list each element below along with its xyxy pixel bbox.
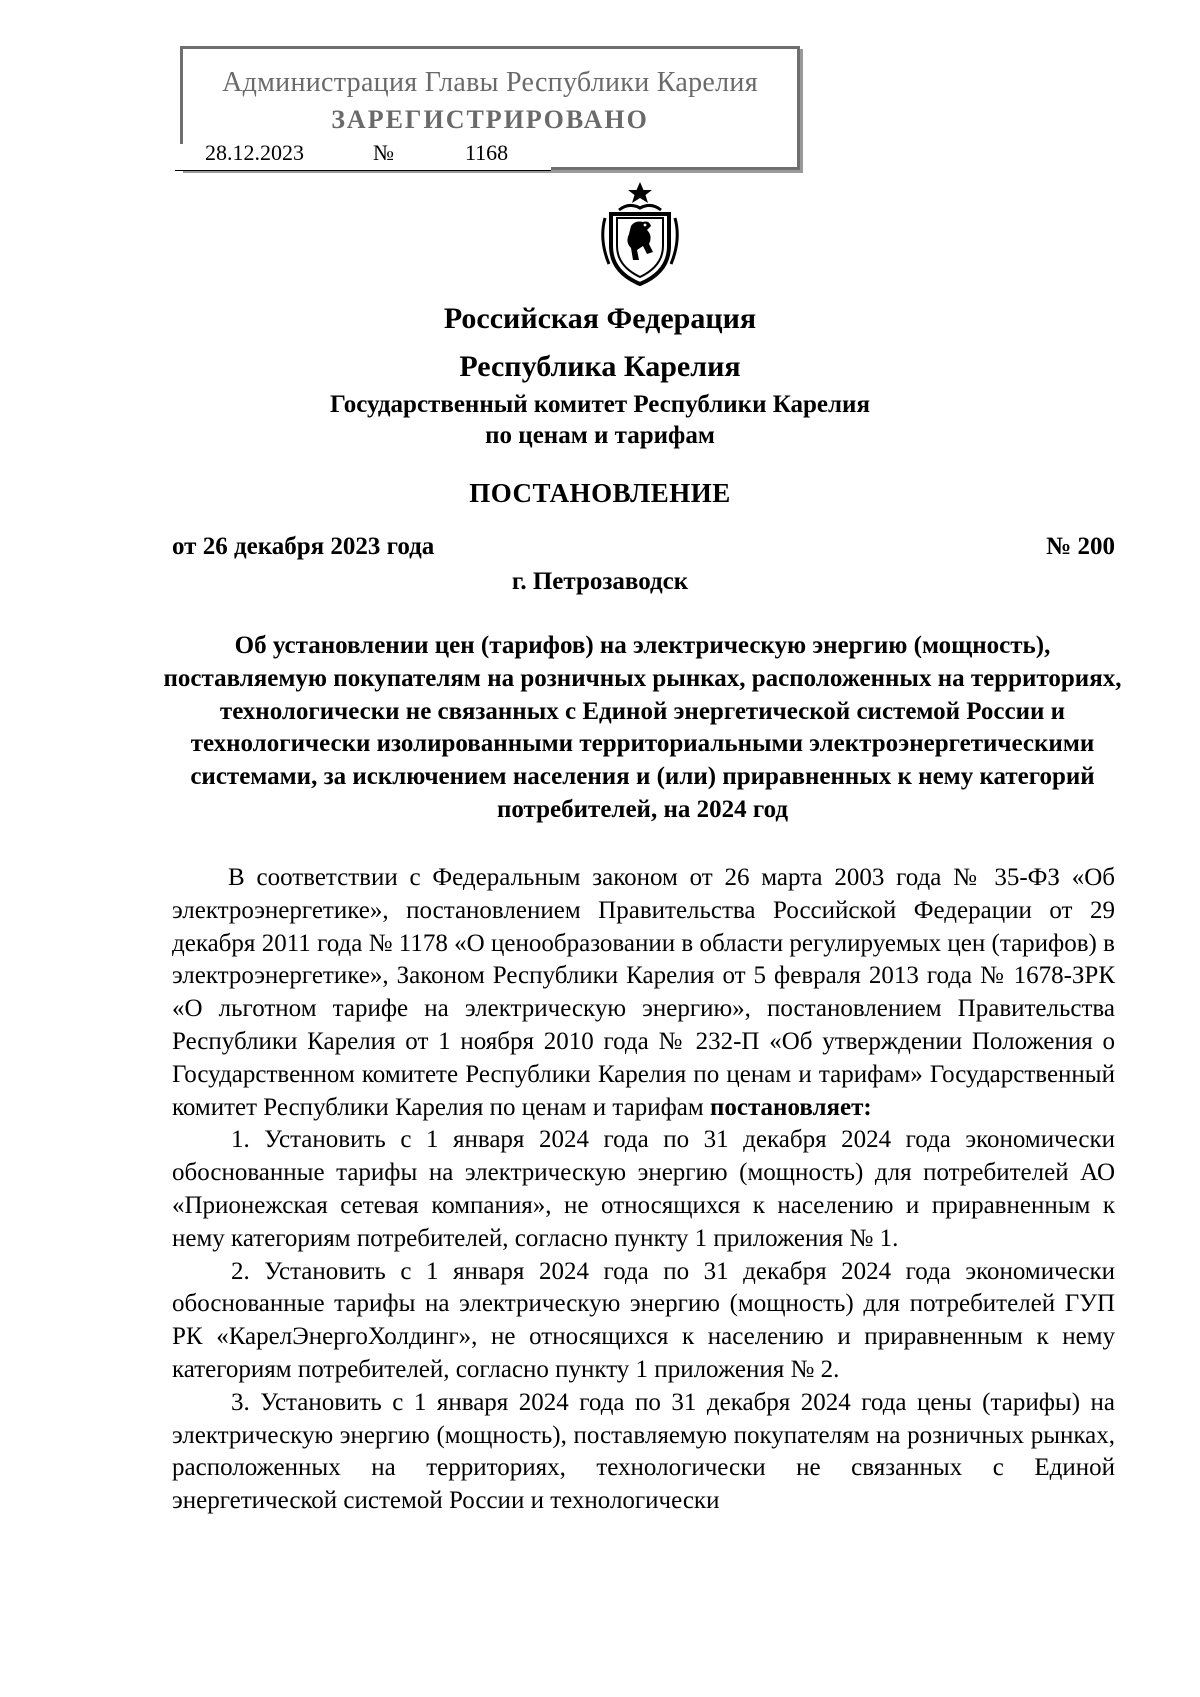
stamp-registration-line [175, 140, 551, 171]
preamble-text: В соответствии с Федеральным законом от 26 марта 2003 года № 35-ФЗ «Об электроэнергетике», постановлением Правительства Российской Федерации от 29 декабря 2011 года № 1178 «О ценообразовании в области регулируемых цен (тарифов) в электроэнергетике», Законом Республики Карелия от 5 февраля 2013 года № 1678-ЗРК «О льготном тарифе на электрическую энергию», постановлением Правительства Республики Карелия от 1 ноября 2010 года № 232-П «Об утверждении Положения о Государственном комитете Республики Карелия по ценам и тарифам» Государственный комитет Республики Карелия по ценам и тарифам [172, 864, 1115, 1121]
karelia-coat-of-arms-icon [597, 180, 683, 286]
country-heading: Российская Федерация [443, 302, 757, 335]
stamp-number-sign: № [373, 140, 394, 165]
stamp-authority: Администрация Главы Республики Карелия [222, 67, 758, 98]
preamble-paragraph [172, 862, 1115, 1124]
document-date-row [172, 533, 1115, 561]
document-body [172, 862, 1115, 1518]
stamp-number: 1168 [465, 140, 509, 165]
committee-heading-line1: Государственный комитет Республики Карелия [330, 391, 870, 418]
clause-1: 1. Установить с 1 января 2024 года по 31 декабря 2024 года экономически обоснованные тарифы на электрическую энергию (мощность) для потребителей АО «Прионежская сетевая компания», не относящихся к населению и приравненным к нему категориям потребителей, согласно пункту 1 приложения № 1. [172, 1126, 1115, 1252]
resolves-word: постановляет: [709, 1093, 872, 1121]
document-type: ПОСТАНОВЛЕНИЕ [469, 478, 731, 508]
document-city: г. Петрозаводск [511, 568, 689, 595]
document-number: № 200 [1046, 533, 1115, 560]
clause-3: 3. Установить с 1 января 2024 года по 31 декабря 2024 года цены (тарифы) на электрическую энергию (мощность), поставляемую покупателям на розничных рынках, расположенных на территориях, технологически не связанных с Единой энергетической системой России и технологически [172, 1388, 1115, 1515]
stamp-registered: ЗАРЕГИСТРИРОВАНО [331, 105, 649, 134]
document-date: от 26 декабря 2023 года [172, 533, 435, 560]
committee-heading-line2: по ценам и тарифам [485, 422, 715, 449]
clause-2: 2. Установить с 1 января 2024 года по 31 декабря 2024 года экономически обоснованные тарифы на электрическую энергию (мощность) для потребителей ГУП РК «КарелЭнергоХолдинг», не относящихся к населению и приравненным к нему категориям потребителей, согласно пункту 1 приложения № 2. [172, 1257, 1115, 1383]
document-title: Об установлении цен (тарифов) на электрическую энергию (мощность), поставляемую покупателям на розничных рынках, расположенных на территориях, технологически не связанных с Единой энергетической системой России и технологически изолированными территориальными электроэнергетическими системами, за исключением населения и (или) приравненных к нему категорий потребителей, на 2024 год [163, 632, 1122, 823]
stamp-date: 28.12.2023 [205, 140, 304, 165]
republic-heading: Республика Карелия [459, 350, 741, 383]
